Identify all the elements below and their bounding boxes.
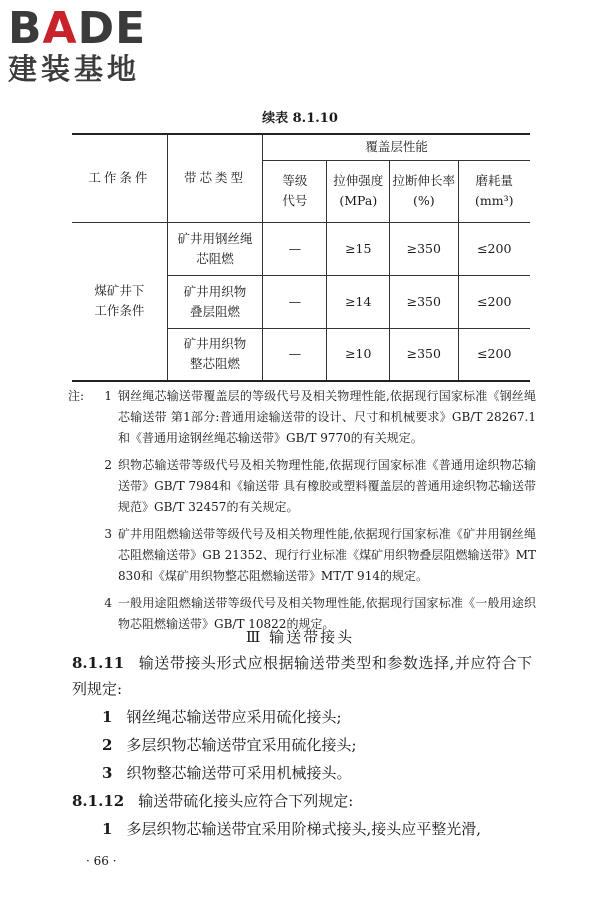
logo bbox=[8, 3, 188, 86]
clause-8-1-11 bbox=[72, 650, 532, 702]
header-cover-group: 覆盖层性能 bbox=[263, 134, 530, 160]
clause-item bbox=[72, 760, 532, 786]
wear-cell: ≤200 bbox=[458, 222, 530, 275]
table-notes bbox=[68, 386, 536, 641]
item-number: 1 bbox=[102, 820, 113, 838]
grade-cell: — bbox=[263, 222, 327, 275]
note-text: 矿井用阻燃输送带等级代号及相关物理性能,依据现行国家标准《矿井用钢丝绳芯阻燃输送带》GB 21352、现行行业标准《煤矿用织物叠层阻燃输送带》MT 830和《煤矿用织物整芯阻燃输送带》MT/T 914的规定。 bbox=[118, 527, 536, 583]
clause-number: 8.1.11 bbox=[72, 654, 125, 672]
table-row bbox=[72, 222, 530, 275]
logo-wordmark: BADE bbox=[8, 3, 147, 54]
wear-cell: ≤200 bbox=[458, 275, 530, 328]
grade-cell: — bbox=[263, 328, 327, 381]
table-title: 续表 8.1.10 bbox=[262, 111, 338, 126]
wear-cell: ≤200 bbox=[458, 328, 530, 381]
clauses bbox=[72, 650, 532, 844]
header-core-type: 带芯类型 bbox=[167, 134, 263, 222]
header-tensile: 拉伸强度 (MPa) bbox=[327, 160, 390, 222]
page-number: · 66 · bbox=[86, 854, 117, 868]
elongation-cell: ≥350 bbox=[390, 222, 458, 275]
clause-item bbox=[72, 704, 532, 730]
item-number: 3 bbox=[102, 764, 113, 782]
item-text: 钢丝绳芯输送带应采用硫化接头; bbox=[126, 708, 342, 726]
note-item bbox=[68, 386, 536, 449]
header-condition: 工作条件 bbox=[72, 134, 167, 222]
notes-lead: 注: bbox=[68, 389, 85, 403]
cover-performance-table bbox=[72, 133, 530, 382]
note-text: 钢丝绳芯输送带覆盖层的等级代号及相关物理性能,依据现行国家标准《钢丝绳芯输送带 第1部分:普通用途输送带的设计、尺寸和机械要求》GB/T 28267.1和《普通用途钢丝绳芯输送带》GB/T 9770的有关规定。 bbox=[118, 389, 536, 445]
core-type-cell: 矿井用钢丝绳 芯阻燃 bbox=[167, 222, 263, 275]
note-number: 3 bbox=[104, 527, 112, 541]
grade-cell: — bbox=[263, 275, 327, 328]
elongation-cell: ≥350 bbox=[390, 275, 458, 328]
note-number: 4 bbox=[104, 596, 112, 610]
item-number: 1 bbox=[102, 708, 113, 726]
clause-text: 输送带硫化接头应符合下列规定: bbox=[138, 792, 354, 810]
note-text: 一般用途阻燃输送带等级代号及相关物理性能,依据现行国家标准《一般用途织物芯阻燃输送带》GB/T 10822的规定。 bbox=[118, 596, 536, 631]
clause-8-1-12 bbox=[72, 788, 532, 814]
tensile-cell: ≥14 bbox=[327, 275, 390, 328]
item-text: 多层织物芯输送带宜采用阶梯式接头,接头应平整光滑, bbox=[126, 820, 481, 838]
core-type-cell: 矿井用织物 整芯阻燃 bbox=[167, 328, 263, 381]
elongation-cell: ≥350 bbox=[390, 328, 458, 381]
core-type-cell: 矿井用织物 叠层阻燃 bbox=[167, 275, 263, 328]
note-text: 织物芯输送带等级代号及相关物理性能,依据现行国家标准《普通用途织物芯输送带》GB/T 7984和《输送带 具有橡胶或塑料覆盖层的普通用途织物芯输送带规范》GB/T 32457的有关规定。 bbox=[118, 458, 536, 514]
tensile-cell: ≥10 bbox=[327, 328, 390, 381]
clause-number: 8.1.12 bbox=[72, 792, 125, 810]
note-number: 2 bbox=[104, 458, 112, 472]
note-item bbox=[96, 455, 536, 518]
item-number: 2 bbox=[102, 736, 113, 754]
logo-chinese: 建装基地 bbox=[8, 52, 141, 86]
header-wear: 磨耗量 (mm³) bbox=[458, 160, 530, 222]
item-text: 多层织物芯输送带宜采用硫化接头; bbox=[126, 736, 357, 754]
clause-text: 输送带接头形式应根据输送带类型和参数选择,并应符合下列规定: bbox=[72, 654, 532, 698]
section-heading: Ⅲ 输送带接头 bbox=[245, 628, 355, 646]
note-item bbox=[96, 524, 536, 587]
clause-item bbox=[72, 816, 532, 842]
tensile-cell: ≥15 bbox=[327, 222, 390, 275]
clause-item bbox=[72, 732, 532, 758]
condition-cell: 煤矿井下 工作条件 bbox=[72, 222, 167, 381]
note-number: 1 bbox=[104, 389, 112, 403]
header-grade: 等级 代号 bbox=[263, 160, 327, 222]
item-text: 织物整芯输送带可采用机械接头。 bbox=[126, 764, 352, 782]
header-elongation: 拉断伸长率 (%) bbox=[390, 160, 458, 222]
